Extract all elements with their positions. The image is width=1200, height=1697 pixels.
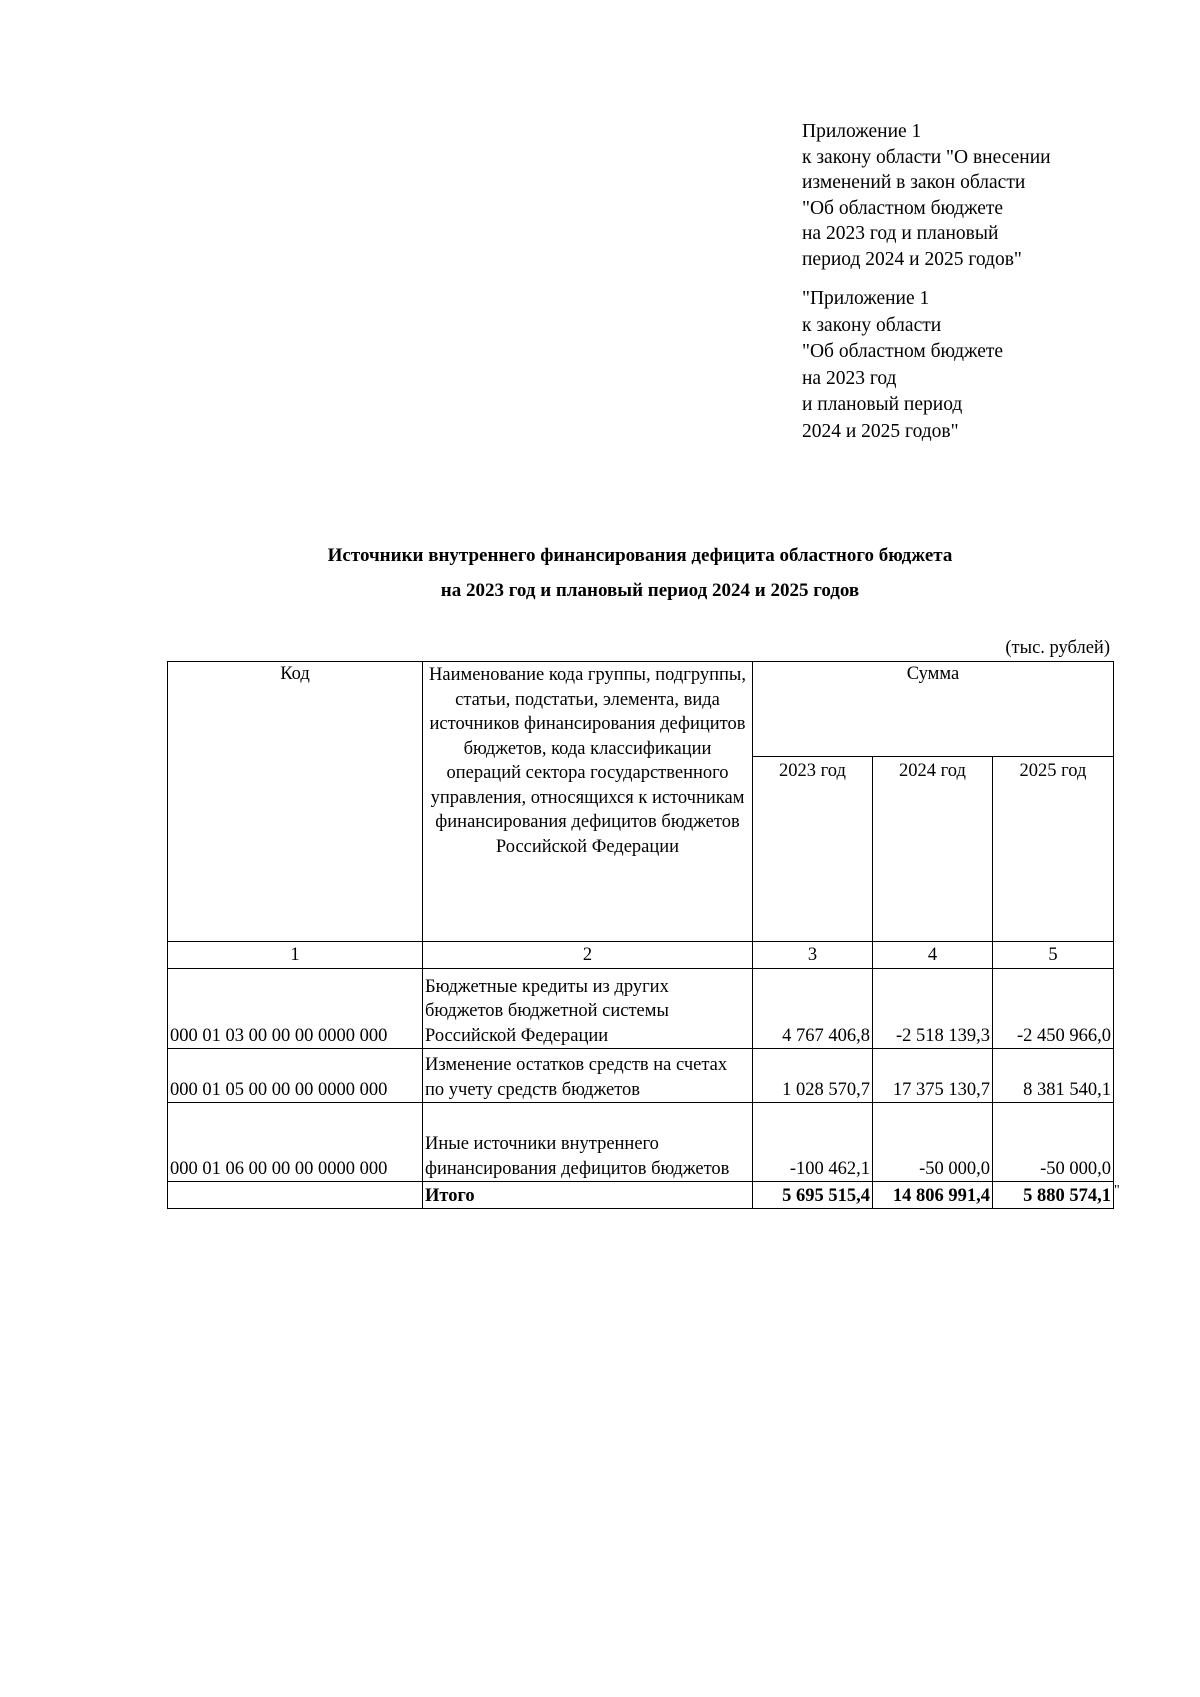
row-name: Иные источники внутреннего финансирования дефицитов бюджетов: [423, 1103, 753, 1182]
total-label: Итого: [423, 1182, 753, 1209]
row-code: 000 01 06 00 00 00 0000 000: [168, 1103, 423, 1182]
appendix-line: Приложение 1: [802, 121, 922, 142]
header-code: Код: [168, 662, 423, 942]
document-title-line-2: на 2023 год и плановый период 2024 и 2025 годов: [440, 580, 860, 601]
row-code: 000 01 03 00 00 00 0000 000: [168, 969, 423, 1049]
closing-quote: ": [1114, 1183, 1120, 1198]
appendix-line: на 2023 год и плановый: [802, 223, 999, 244]
table-row: [168, 969, 1114, 1049]
total-value-2023: 5 695 515,4: [753, 1182, 873, 1209]
row-value-2023: 4 767 406,8: [753, 969, 873, 1049]
appendix-line: "Об областном бюджете: [802, 197, 1004, 219]
header-year-2025: 2025 год: [993, 757, 1114, 942]
row-value-2024: 17 375 130,7: [873, 1049, 993, 1103]
units-label: (тыс. рублей): [1005, 638, 1110, 658]
row-value-2025: 8 381 540,1: [993, 1049, 1114, 1103]
appendix-line: к закону области "О внесении: [802, 146, 1051, 168]
row-name: Бюджетные кредиты из других бюджетов бюджетной системы Российской Федерации: [423, 969, 753, 1049]
appendix-line: к закону области: [802, 314, 942, 336]
header-name: Наименование кода группы, подгруппы, статьи, подстатьи, элемента, вида источников финансирования дефицитов бюджетов, кода классификации операций сектора государственного управления, относящихся к источникам финансирования дефицитов бюджетов Российской Федерации: [423, 662, 753, 942]
appendix-line: "Об областном бюджете: [802, 341, 1004, 362]
row-value-2024: -2 518 139,3: [873, 969, 993, 1049]
financing-sources-table: [167, 661, 1114, 1209]
row-value-2023: -100 462,1: [753, 1103, 873, 1182]
document-title-line-1: Источники внутреннего финансирования дефицита областного бюджета: [327, 545, 953, 566]
table-row: [168, 1103, 1114, 1182]
appendix-line: "Приложение 1: [802, 288, 930, 309]
table-row: [168, 1049, 1114, 1103]
column-number: 4: [873, 942, 993, 969]
total-code-empty: [168, 1182, 423, 1209]
row-name: Изменение остатков средств на счетах по учету средств бюджетов: [423, 1049, 753, 1103]
column-number: 3: [753, 942, 873, 969]
column-number: 1: [168, 942, 423, 969]
appendix-line: период 2024 и 2025 годов": [802, 248, 1022, 270]
column-number: 5: [993, 942, 1114, 969]
total-row: [168, 1182, 1114, 1209]
appendix-header-current: [802, 119, 1051, 272]
row-value-2025: -2 450 966,0: [993, 969, 1114, 1049]
row-code: 000 01 05 00 00 00 0000 000: [168, 1049, 423, 1103]
header-year-2023: 2023 год: [753, 757, 873, 942]
row-value-2024: -50 000,0: [873, 1103, 993, 1182]
appendix-header-original: [802, 286, 1003, 445]
row-value-2025: -50 000,0: [993, 1103, 1114, 1182]
header-sum: Сумма: [753, 662, 1114, 757]
total-value-2025: 5 880 574,1: [993, 1182, 1114, 1209]
appendix-line: на 2023 год: [802, 367, 897, 389]
appendix-line: и плановый период: [802, 394, 963, 415]
appendix-line: изменений в закон области: [802, 172, 1026, 193]
appendix-line: 2024 и 2025 годов": [802, 420, 959, 442]
row-value-2023: 1 028 570,7: [753, 1049, 873, 1103]
header-year-2024: 2024 год: [873, 757, 993, 942]
column-number: 2: [423, 942, 753, 969]
total-value-2024: 14 806 991,4: [873, 1182, 993, 1209]
